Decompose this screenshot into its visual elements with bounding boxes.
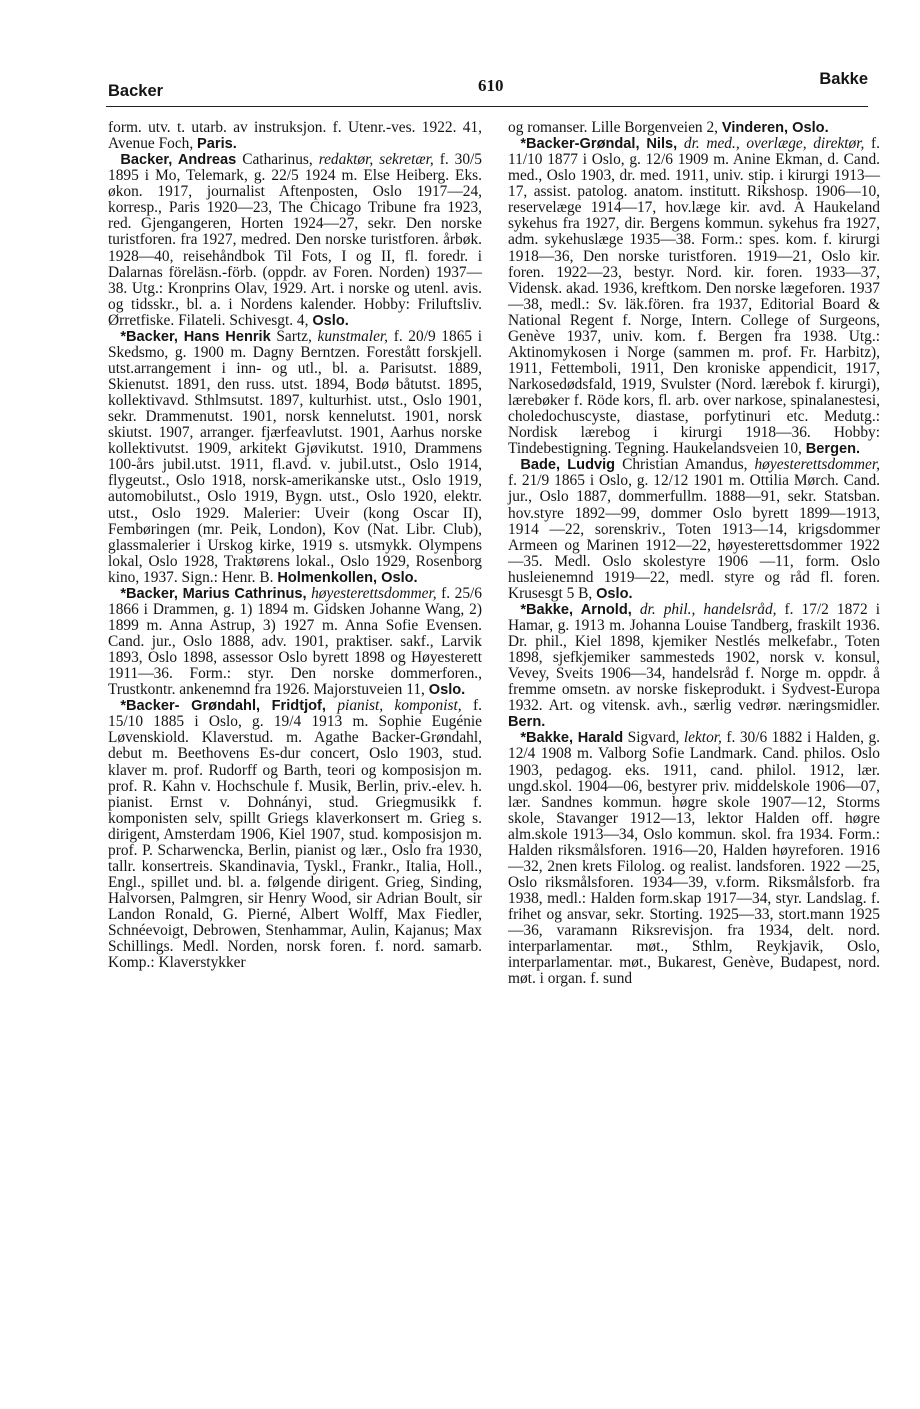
body-text: f. 17/2 1872 i Hamar, g. 1913 m. Johanna Louise Tandberg, fraskilt 1936. Dr. phil., Kiel 1898, kjemiker Nestlés melkefabr., Toten 1898, sjefkjemiker sammesteds 1902, norsk v. konsul, Vevey, Sveits 1906—34, handelsråd f. Norge m. oppdr. å fremme omsetn. av norske fiskeprodukt. i Sydvest-Europa 1932. Art. og vitensk. avh., særlig vedrør. næringsmidler.: [508, 600, 880, 715]
body-text: [326, 697, 337, 714]
bold-text: Oslo.: [596, 585, 633, 602]
entry-continuation: [108, 120, 482, 152]
body-text: f. 30/5 1895 i Mo, Telemark, g. 22/5 1924 m. Else Heiberg. Eks. økon. 1917, journalist Aftenposten, Oslo 1917—24, korresp., Paris 1920—23, The Chicago Tribune fra 1923, red. Gjengangeren, Horten 1924—27, sekr. Den norske turistforen. fra 1927, medred. Den norske turistforen. årbøk. 1928—40, reisehåndbok Til Fots, I og II, fl. foredr. i Dalarnas föreläsn.-förb. (oppdr. av Foren. Norden) 1937—38. Utg.: Kronprins Olav, 1929. Art. i norske og utenl. avis. og tidsskr., bl. a. i Nordens kalender. Hobby: Friluftsliv. Ørretfiske. Filateli. Schivesgt. 4,: [108, 151, 483, 329]
bold-text: Holmenkollen, Oslo.: [277, 569, 418, 586]
bold-text: Bergen.: [805, 441, 861, 458]
biography-entry: [508, 457, 880, 602]
biography-entry: [108, 698, 482, 971]
page-number: 610: [478, 76, 504, 95]
italic-text: dr. med., overlæge, direktør,: [683, 135, 865, 153]
body-text: Catharinus,: [236, 151, 319, 169]
biography-entry: [108, 329, 482, 586]
body-text: [632, 601, 640, 618]
bold-text: *Bakke, Harald: [520, 730, 624, 747]
bold-text: Paris.: [197, 136, 237, 153]
bold-text: Oslo.: [428, 682, 466, 699]
entry-continuation: [508, 120, 880, 136]
bold-text: Bern.: [508, 714, 546, 731]
biography-entry: [508, 730, 880, 987]
bold-text: *Backer- Grøndahl, Fridtjof,: [120, 698, 326, 715]
bold-text: Backer, Andreas: [120, 152, 237, 169]
italic-text: dr. phil., handelsråd,: [639, 600, 777, 618]
body-text: f. 20/9 1865 i Skedsmo, g. 1900 m. Dagny Berntzen. Forestått forskjell. utst.arrangement i inn- og utl., bl. a. Parisutst. 1889, Skienutst. 1891, den russ. utst. 1894, Bodø båtutst. 1895, kollektivavd. Sthlmsutst. 1897, kulturhist. utst., Oslo 1901, sekr. Drammenutst. 1901, norsk kennelutst. 1901, norsk skiutst. 1907, arranger. fjærfeavlutst. 1901, Aarhus norske kollektivutst. 1909, arkitekt Gjøvikutst. 1910, Drammens 100-års jubil.utst. 1911, fl.avd. v. jubil.utst., Oslo 1914, flygeutst., Oslo 1918, norsk-amerikanske utst., Oslo 1919, automobilutst., Oslo 1919, Bygn. utst., Oslo 1920, elektr. utst., Oslo 1929. Malerier: Uveir (kong Oscar II), Fembøringen (mr. Peik, London), Kov (Nat. Libr. Club), glassmalerier i Urskog kirke, 1919 s. utsmykk. Olympens lokal, Oslo 1928, Traktørens lokal., Oslo 1929, Rosenborg kino, 1937. Sign.: Henr. B.: [108, 327, 483, 586]
body-text: f. 25/6 1866 i Drammen, g. 1) 1894 m. Gidsken Johanne Wang, 2) 1899 m. Anna Astrup, 3) 1927 m. Anna Sofie Evensen. Cand. jur., Oslo 1888, adv. 1901, praktiser. sakf., Larvik 1893, Oslo 1898, assessor Oslo byrett 1898 og Høyesterett 1911—36. Form.: styr. Den norske dommerforen., Trustkontr. ankenemnd fra 1926. Majorstuveien 11,: [108, 584, 482, 699]
bold-text: *Backer, Marius Cathrinus,: [120, 585, 307, 602]
body-text: form. utv. t. utarb. av instruksjon. f. Utenr.-ves. 1922. 41, Avenue Foch,: [108, 119, 482, 153]
italic-text: redaktør, sekretær,: [318, 151, 434, 169]
running-head-left: Backer: [108, 82, 164, 100]
right-column: [508, 120, 880, 987]
biography-entry: [508, 136, 880, 457]
body-text: f. 30/6 1882 i Halden, g. 12/4 1908 m. Valborg Sofie Landmark. Cand. philos. Oslo 1903, pedagog. eks. 1911, cand. philol. 1912, lær. ungd.skol. 1904—06, bestyrer priv. middelskole 1906—07, lær. Sandnes kommun. høgre skole 1907—12, Storms skole, Stavanger 1912—13, lektor Halden off. høgre alm.skole 1913—34, Oslo kommun. skol. fra 1934. Form.: Halden riksmålsforen. 1916—20, Halden høyreforen. 1916—32, 2nen krets Filolog. og realist. landsforen. 1922 —25, Oslo riksmålsforen. 1934—39, v.form. Riksmålsforb. fra 1938, medl.: Halden form.skap 1917—34, styr. Landslag. f. frihet og ansvar, sekr. Storting. 1925—33, stort.mann 1925—36, varamann Riksrevisjon. fra 1934, delt. nord. interparlamentar. møt., Sthlm, Reykjavik, Oslo, interparlamentar. møt., Bukarest, Genève, Budapest, nord. møt. i organ. f. sund: [508, 729, 881, 988]
bold-text: Vinderen, Oslo.: [721, 120, 829, 136]
italic-text: kunstmaler,: [317, 327, 389, 345]
bold-text: Oslo.: [312, 312, 349, 329]
italic-text: høyesterettsdommer,: [754, 456, 880, 474]
biography-entry: [108, 586, 482, 698]
bold-text: *Backer-Grøndal, Nils,: [520, 136, 678, 153]
header-rule: [106, 106, 868, 107]
body-text: f. 21/9 1865 i Oslo, g. 12/12 1901 m. Ottilia Mørch. Cand. jur., Oslo 1887, dommerfullm. 1888—91, sekr. Statsban. hov.styre 1892—99, dommer Oslo byrett 1899—1913, 1914 —22, sorenskriv., Toten 1913—14, krigsdommer Armeen og Marinen 1912—22, høyesterettsdommer 1922—35. Medl. Oslo skolestyre 1906 —11, form. Oslo husleienemnd 1919—22, medl. styre og råd fl. foren. Krusesgt 5 B,: [508, 472, 880, 602]
left-column: [108, 120, 482, 971]
bold-text: *Backer, Hans Henrik: [120, 328, 271, 345]
body-text: Christian Amandus,: [615, 456, 755, 474]
running-head-right: Bakke: [819, 70, 868, 88]
italic-text: pianist, komponist,: [337, 697, 462, 715]
biography-entry: [108, 152, 482, 329]
body-text: [677, 135, 684, 152]
italic-text: høyesterettsdommer,: [311, 584, 437, 602]
bold-text: *Bakke, Arnold,: [520, 601, 632, 618]
body-text: f. 15/10 1885 i Oslo, g. 19/4 1913 m. Sophie Eugénie Løvenskiold. Klaverstud. m. Agathe Backer-Grøndahl, debut m. Beethovens Es-dur concert, Oslo 1903, stud. klaver m. prof. Rudorff og Barth, teori og komposisjon m. prof. R. Kahn v. Hochschule f. Musik, Berlin, priv.-elev. h. pianist. Ernst v. Dohnányi, stud. Griegmusikk f. komponisten selv, spillt Griegs klaverkonsert m. Grieg s. dirigent, Amsterdam 1906, Kiel 1907, stud. komposisjon m. prof. P. Scharwencka, Berlin, pianist og lær., Oslo fra 1930, tallr. konsertreis. Skandinavia, Tyskl., Frankr., Italia, Holl., Engl., spillet und. bl. a. følgende dirigent. Grieg, Sinding, Halvorsen, Palmgren, sir Henry Wood, sir Adrian Boult, sir Landon Ronald, G. Pierné, Albert Wolff, Max Fiedler, Schnéevoigt, Debrowen, Stenhammar, Aulin, Kajanus; Max Schillings. Medl. Norden, norsk foren. f. nord. samarb. Komp.: Klaverstykker: [108, 697, 482, 972]
italic-text: lektor,: [683, 729, 722, 747]
body-text: f. 11/10 1877 i Oslo, g. 12/6 1909 m. Anine Ekman, d. Cand. med., Oslo 1903, dr. med. 1911, univ. stip. i kirurgi 1913—17, assist. patolog. anatom. institutt. Rikshosp. 1906—10, reservelæge 1914—17, hov.læge kir. avd. A Haukeland sykehus fra 1927, dir. Bergens kommun. sykehus fra 1927, adm. sykehuslæge 1935—38. Form.: spes. kom. f. kirurgi 1918—36, Den norske turistforen. 1919—21, Oslo kir. foren. 1922—23, bestyr. Nord. kir. foren. 1933—37, Vidensk. akad. 1936, kreftkom. Den norske lægeforen. 1937—38, medl.: Sv. läk.fören. fra 1937, Editorial Board & National Regent f. Norge, Intern. College of Surgeons, Genève 1937, univ. kom. f. Bergen fra 1938. Utg.: Aktinomykosen i Norge (sammen m. prof. Fr. Harbitz), 1911, Fettemboli, 1911, Den kroniske appendicit, 1917, Narkosedødsfald, 1919, Svulster (Nord. lærebok f. kirurgi), lærebøker f. Röde kors, fl. arb. over narkose, spinalanestesi, choledochuscyste, diastase, porfytinuri etc. Medutg.: Nordisk lærebog i kirurgi 1918—36. Hobby: Tindebestigning. Tegning. Haukelandsveien 10,: [508, 135, 881, 458]
body-text: Sartz,: [270, 327, 318, 345]
body-text: og romanser. Lille Borgenveien 2,: [508, 119, 722, 136]
biography-entry: [508, 602, 880, 731]
bold-text: Bade, Ludvig: [520, 457, 616, 474]
body-text: Sigvard,: [623, 729, 684, 747]
